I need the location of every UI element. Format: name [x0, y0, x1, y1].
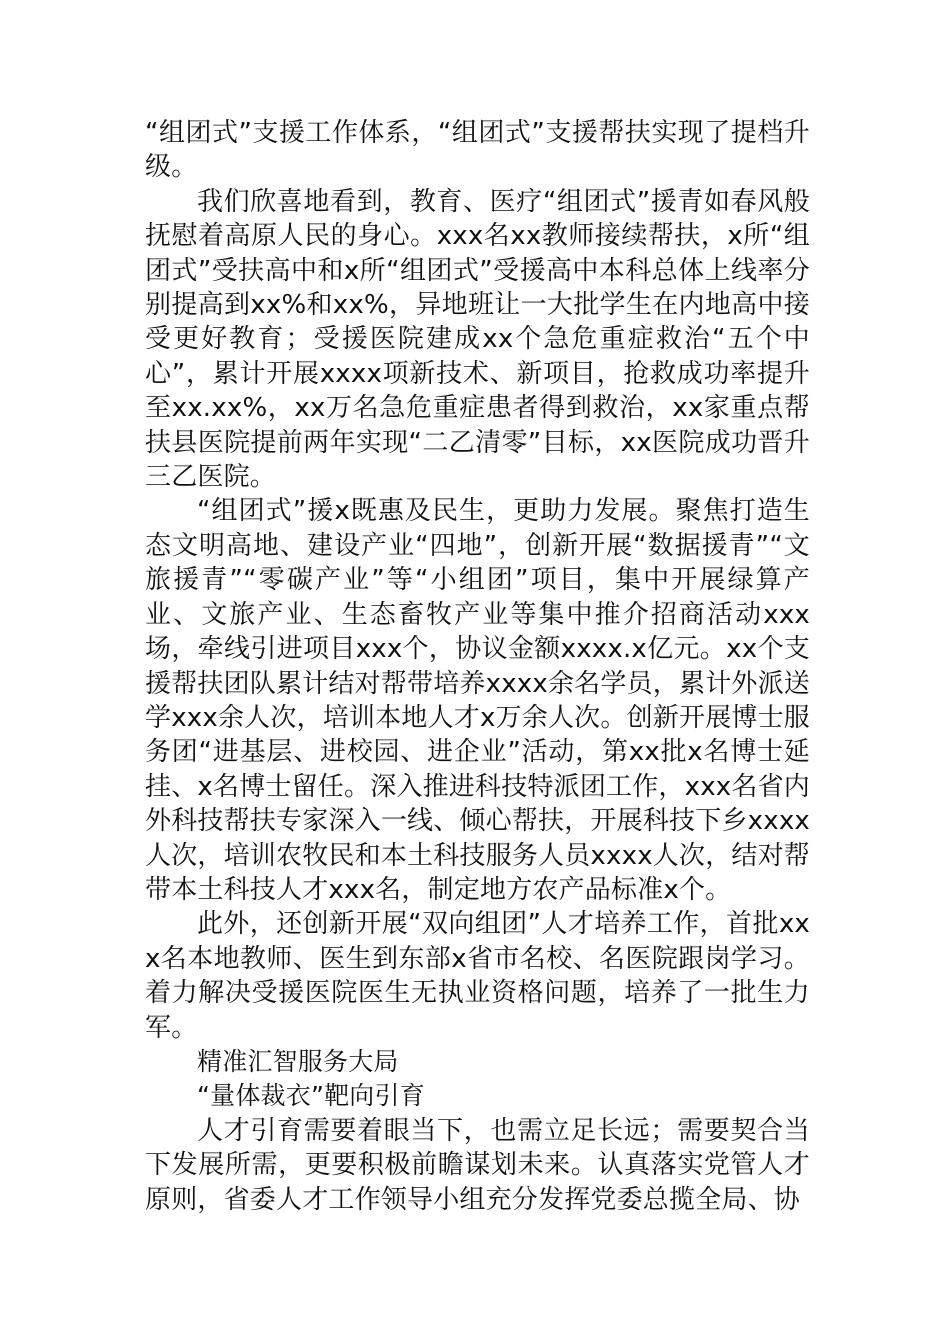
paragraph-development: “组团式”援x既惠及民生，更助力发展。聚焦打造生态文明高地、建设产业“四地”，创新开展“数据援青”“文旅援青”“零碳产业”等“小组团”项目，集中开展绿算产业、文旅产业、生态畜牧产业等集中推介招商活动xxx场，牵线引进项目xxx个，协议金额xxxx.x亿元。xx个支援帮扶团队累计结对帮带培养xxxx余名学员，累计外派送学xxx余人次，培训本地人才x万余人次。创新开展博士服务团“进基层、进校园、进企业”活动，第xx批x名博士延挂、x名博士留任。深入推进科技特派团工作，xxx名省内外科技帮扶专家深入一线、倾心帮扶，开展科技下乡xxxx人次，培训农牧民和本土科技服务人员xxxx人次，结对帮带本土科技人才xxx名，制定地方农产品标准x个。	[145, 496, 810, 905]
section-heading: 精准汇智服务大局	[197, 1046, 399, 1076]
subsection-heading: “量体裁衣”靶向引育	[197, 1081, 425, 1111]
paragraph-education-medical: 我们欣喜地看到，教育、医疗“组团式”援青如春风般抚慰着高原人民的身心。xxx名xx教师接续帮扶，x所“组团式”受扶高中和x所“组团式”受援高中本科总体上线率分别提高到xx%和xx%，异地班让一大批学生在内地高中接受更好教育；受援医院建成xx个急危重症救治“五个中心”，累计开展xxxx项新技术、新项目，抢救成功率提升至xx.xx%，xx万名急危重症患者得到救治，xx家重点帮扶县医院提前两年实现“二乙清零”目标，xx医院成功晋升三乙医院。	[145, 186, 810, 493]
paragraph-talent-training: 此外，还创新开展“双向组团”人才培养工作，首批xxx名本地教师、医生到东部x省市名校、名医院跟岗学习。着力解决受援医院医生无执业资格问题，培养了一批生力军。	[145, 909, 810, 1043]
paragraph-talent-introduction: 人才引育需要着眼当下，也需立足长远；需要契合当下发展所需，更要积极前瞻谋划未来。认真落实党管人才原则，省委人才工作领导小组充分发挥党委总揽全局、协	[145, 1115, 810, 1215]
document-body	[145, 116, 810, 1217]
paragraph-continuation: “组团式”支援工作体系，“组团式”支援帮扶实现了提档升级。	[145, 118, 810, 183]
